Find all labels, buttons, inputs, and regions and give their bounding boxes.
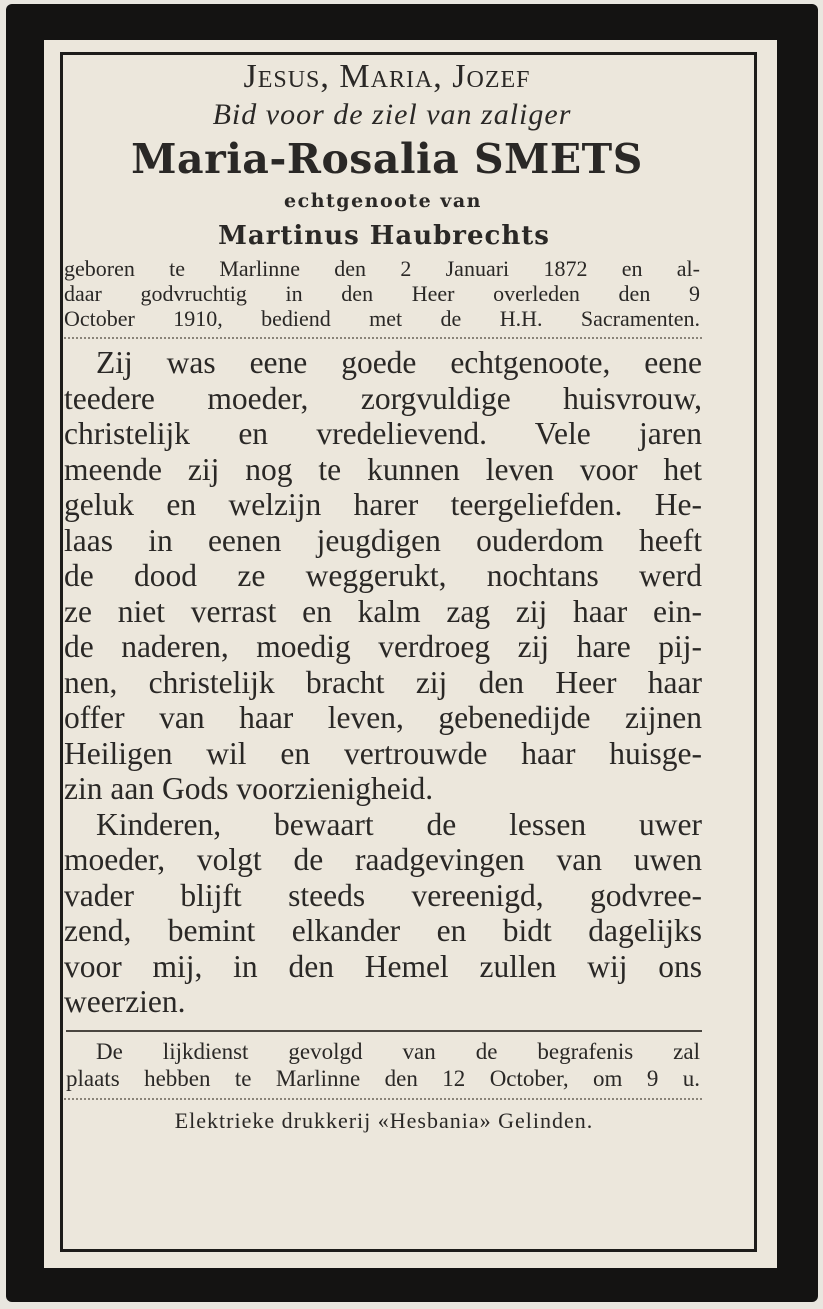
eulogy-line: voor mij, in den Hemel zullen wij ons (64, 948, 702, 984)
eulogy-line: weerzien. (64, 984, 186, 1019)
eulogy-line: Kinderen, bewaart de lessen uwer (96, 806, 702, 842)
eulogy-line: laas in eenen jeugdigen ouderdom heeft (64, 522, 702, 558)
funeral-notice (66, 1038, 700, 1092)
invocation-heading: Jesus, Maria, Jozef (243, 58, 531, 95)
eulogy-line: zin aan Gods voorzienigheid. (64, 771, 434, 806)
printer-credit: Elektrieke drukkerij «Hesbania» Gelinden. (174, 1107, 594, 1133)
card-content (42, 58, 702, 1136)
deceased-name: Maria-Rosalia SMETS (131, 135, 643, 183)
eulogy-line: de naderen, moedig verdroeg zij hare pij- (64, 629, 702, 664)
eulogy-line: christelijk en vredelievend. Vele jaren (64, 416, 702, 451)
eulogy-line: Zij was eene goede echtgenoote, eene (96, 345, 702, 380)
eulogy-line: Heiligen wil en vertrouwde haar huisge- (64, 735, 702, 771)
eulogy-line: zend, bemint elkander en bidt dagelijks (64, 913, 702, 948)
eulogy-line: vader blijft steeds vereenigd, godvree- (64, 877, 702, 913)
solid-divider (66, 1030, 702, 1032)
eulogy-line: de dood ze weggerukt, nochtans werd (64, 558, 702, 593)
eulogy-line: offer van haar leven, gebenedijde zijnen (64, 700, 702, 735)
funeral-line: plaats hebben te Marlinne den 12 October, om 9 u. (66, 1065, 700, 1091)
funeral-line: De lijkdienst gevolgd van de begrafenis zal (96, 1038, 700, 1064)
birth-line: geboren te Marlinne den 2 Januari 1872 en al- (64, 256, 700, 281)
memorial-card (6, 4, 818, 1302)
spouse-name: Martinus Haubrechts (218, 221, 550, 251)
birth-line: October 1910, bediend met de H.H. Sacramenten. (64, 306, 700, 331)
eulogy-line: meende zij nog te kunnen leven voor het (64, 451, 702, 487)
eulogy-line: nen, christelijk bracht zij den Heer haar (64, 664, 702, 700)
eulogy-line: teedere moeder, zorgvuldige huisvrouw, (64, 380, 702, 416)
eulogy-line: geluk en welzijn harer teergeliefden. He- (64, 487, 702, 522)
birth-death-details (64, 256, 700, 331)
dotted-divider (64, 1098, 702, 1100)
spouse-label: echtgenoote van (284, 190, 482, 212)
prayer-request: Bid voor de ziel van zaliger (212, 98, 572, 131)
birth-line: daar godvruchtig in den Heer overleden den 9 (64, 281, 700, 306)
eulogy-line: ze niet verrast en kalm zag zij haar ein- (64, 593, 702, 629)
eulogy-text (64, 345, 702, 1020)
eulogy-line: moeder, volgt de raadgevingen van uwen (64, 842, 702, 877)
dotted-divider (64, 337, 702, 339)
